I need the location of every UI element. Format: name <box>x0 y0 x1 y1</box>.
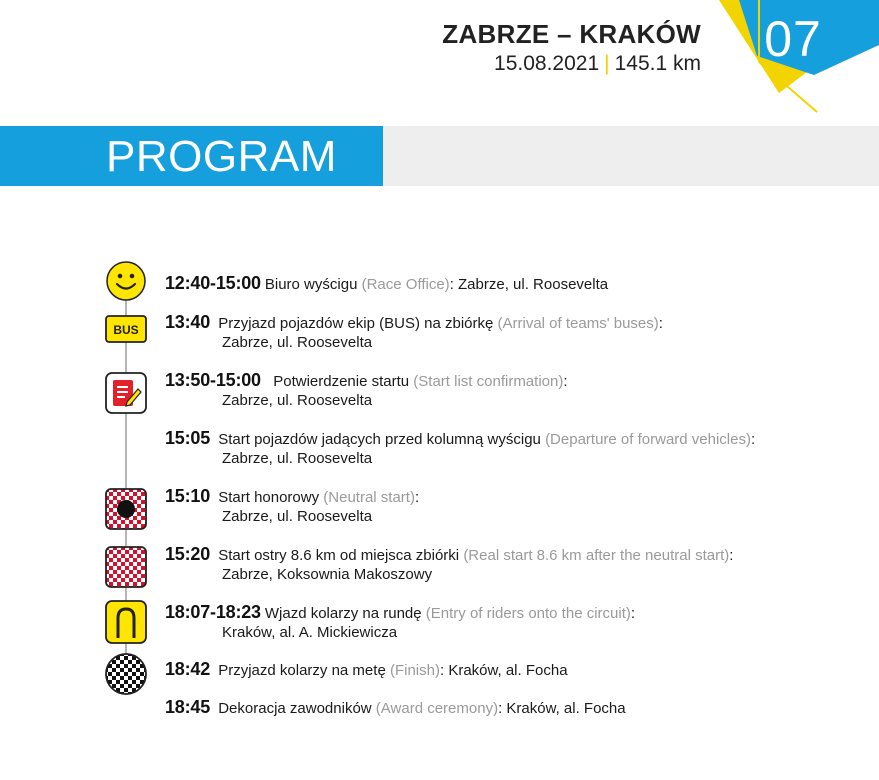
entry-place: Zabrze, Koksownia Makoszowy <box>222 566 433 583</box>
entry-polish: Dekoracja zawodników <box>218 700 372 717</box>
entry-place: Zabrze, ul. Roosevelta <box>222 450 373 467</box>
stage-title: ZABRZE – KRAKÓW <box>442 19 701 49</box>
schedule-entry: 13:50-15:00 Potwierdzenie startu (Start list confirmation): Zabrze, ul. Roosevelta <box>165 370 568 409</box>
entry-time: 13:50-15:00 <box>165 370 261 390</box>
finish-flag-icon <box>104 652 148 696</box>
schedule-entry: 15:10 Start honorowy (Neutral start): Zabrze, ul. Roosevelta <box>165 486 420 525</box>
schedule-entry <box>165 274 608 294</box>
stage-header <box>442 18 701 78</box>
entry-place: : Kraków, al. Focha <box>439 662 568 679</box>
schedule-entry: 13:40 Przyjazd pojazdów ekip (BUS) na zbiórkę (Arrival of teams' buses): Zabrze, ul. Roosevelta <box>165 312 663 351</box>
schedule-entry <box>165 660 568 680</box>
bus-icon <box>105 314 147 344</box>
stage-meta <box>442 50 701 78</box>
stage-date: 15.08.2021 <box>494 52 600 75</box>
schedule-entry: 18:07-18:23 Wjazd kolarzy na rundę (Entry of riders onto the circuit): Kraków, al. A. Mickiewicza <box>165 602 636 641</box>
real-start-icon <box>105 546 147 588</box>
entry-time: 15:20 <box>165 544 211 564</box>
stage-distance: 145.1 km <box>614 52 701 75</box>
separator: | <box>604 52 610 75</box>
banner-title: PROGRAM <box>106 132 337 181</box>
entry-english: (Real start 8.6 km after the neutral start) <box>463 547 730 564</box>
entry-english: (Departure of forward vehicles) <box>545 431 751 448</box>
entry-english: (Race Office) <box>361 276 450 293</box>
neutral-start-icon <box>105 488 147 530</box>
entry-time: 15:05 <box>165 428 211 448</box>
entry-polish: Potwierdzenie startu <box>273 373 410 390</box>
entry-time: 18:45 <box>165 697 211 717</box>
entry-english: (Entry of riders onto the circuit) <box>425 605 631 622</box>
stage-number: 07 <box>764 11 822 67</box>
entry-time: 12:40-15:00 <box>165 273 261 293</box>
entry-english: (Arrival of teams' buses) <box>497 315 659 332</box>
start-list-icon <box>105 372 147 414</box>
entry-time: 13:40 <box>165 312 211 332</box>
entry-time: 15:10 <box>165 486 211 506</box>
entry-polish: Start honorowy <box>218 489 320 506</box>
entry-polish: Start ostry 8.6 km od miejsca zbiórki <box>218 547 460 564</box>
smiley-icon <box>105 260 147 302</box>
entry-time: 18:42 <box>165 659 211 679</box>
schedule-entry <box>165 698 626 718</box>
entry-time: 18:07-18:23 <box>165 602 261 622</box>
entry-place: Zabrze, ul. Roosevelta <box>222 508 373 525</box>
entry-english: (Finish) <box>389 662 440 679</box>
entry-polish: Przyjazd kolarzy na metę <box>218 662 386 679</box>
schedule-entry: 15:05 Start pojazdów jadących przed kolumną wyścigu (Departure of forward vehicles): Zabrze, ul. Roosevelta <box>165 428 756 467</box>
entry-english: (Start list confirmation) <box>413 373 564 390</box>
entry-place: : Kraków, al. Focha <box>498 700 626 717</box>
svg-text:BUS: BUS <box>113 323 139 337</box>
entry-place: Kraków, al. A. Mickiewicza <box>222 624 398 641</box>
entry-polish: Wjazd kolarzy na rundę <box>264 605 422 622</box>
entry-polish: Start pojazdów jadących przed kolumną wyścigu <box>218 431 541 448</box>
circuit-icon <box>105 600 147 644</box>
entry-place: Zabrze, ul. Roosevelta <box>222 392 373 409</box>
entry-polish: Biuro wyścigu <box>264 276 358 293</box>
entry-english: (Award ceremony) <box>375 700 499 717</box>
entry-english: (Neutral start) <box>323 489 415 506</box>
entry-polish: Przyjazd pojazdów ekip (BUS) na zbiórkę <box>218 315 494 332</box>
schedule-entry: 15:20 Start ostry 8.6 km od miejsca zbiórki (Real start 8.6 km after the neutral start): Zabrze, Koksownia Makoszowy <box>165 544 734 583</box>
entry-place: : Zabrze, ul. Roosevelta <box>449 276 609 293</box>
entry-place: Zabrze, ul. Roosevelta <box>222 334 373 351</box>
